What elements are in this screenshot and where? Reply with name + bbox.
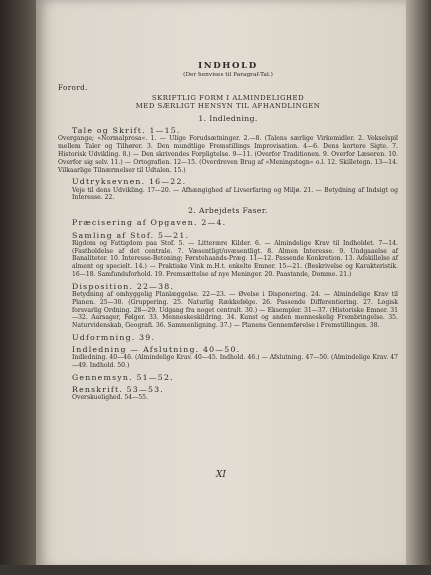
section-title: 1. Indledning. [198, 114, 258, 124]
chapter-contents: Overgange; »Normalprosa«. 1. — Ulige Forudsætninger. 2.—8. (Talens særlige Virkemidler. 2. Vekselspil mellem Taler og Tilhører. 3. Den mundtlige Fremstillings Improvisation. 4—6. Dens kortere Sigte. 7. Historisk Udvikling. 8.) — Den skrivendes Forpligtelse. 9—11. (Overfor Traditionen. 9. Overfor Læseren. 10. Overfor sig selv. 11.) — Ortografien. 12—15. (Overdreven Brug af »Meningstegn« o.l. 12. Skilletegn. 13—14. Vilkaarlige Tilnærmelser til Udtalen. 15.) [58, 135, 398, 174]
book-binding [0, 0, 38, 575]
section-title: 2. Arbejdets Faser. [188, 206, 268, 216]
book-page [36, 0, 406, 568]
table-of-contents [58, 62, 398, 402]
part-title-line-2: MED SÆRLIGT HENSYN TIL AFHANDLINGEN [135, 101, 321, 110]
chapter-contents: Overskuelighed. 54—55. [72, 394, 148, 402]
forord-entry: Forord. [58, 83, 88, 93]
chapter-title: Indledning — Afslutning. 40—50. [72, 345, 241, 355]
chapter-title: Renskrift. 53—53. [72, 385, 164, 395]
page-edges [403, 0, 431, 575]
chapter-title: Samling af Stof. 5—21. [72, 230, 190, 240]
chapter-contents: Betydning af omhyggelig Planlæggelse. 22—23. — Øvelse i Disponering. 24. — Almindelige Krav til Planen. 25—30. (Gruppering. 25. Naturlig Rækkefølge. 26. Passende Differentiering. 27. Logisk forsvarlig Ordning. 28—29. Udgang fra noget centralt. 30.) — Eksempler. 31—37. (Historiske Emner. 31—32. Aarsager, Følger. 33. Menneskeskildring. 34. Kunst og anden menneskelig Frembringelse. 35. Naturvidenskab, Geografi. 36. Sammenligning. 37.) — Planens Gennemførelse i Fremstillingen. 38. [72, 291, 398, 330]
part-title-line-1: SKRIFTLIG FORM I ALMINDELIGHED [151, 93, 305, 102]
chapter-title: Præcisering af Opgaven. 2—4. [72, 218, 227, 228]
chapter-title: Tale og Skrift. 1—15. [72, 126, 181, 136]
chapter-contents: Veje til dens Udvikling. 17—20. — Afhængighed af Livserfaring og Miljø. 21. — Betydning af Indsigt og Interesse. 22. [72, 186, 398, 202]
chapter-title: Udformning. 39. [72, 332, 156, 342]
page-number: XI [216, 470, 226, 480]
chapter-title: Gennemsyn. 51—52. [72, 372, 174, 382]
page-title: INDHOLD [198, 61, 258, 71]
chapter-title: Disposition. 22—38. [72, 281, 175, 291]
chapter-title: Udtryksevnen. 16—22. [72, 177, 187, 187]
chapter-contents: Indledning. 40—46. (Almindelige Krav. 40—45. Indhold. 46.) — Afslutning. 47—50. (Almindelige Krav. 47—49. Indhold. 50.) [72, 354, 398, 370]
page-subtitle: (Der henvises til Paragraf-Tal.) [183, 72, 273, 79]
table-surface [0, 565, 431, 575]
chapter-contents: Rigdom og Fattigdom paa Stof. 5. — Litterære Kilder. 6. — Almindelige Krav til Indholdet. 7—14. (Fastholdelse af det centrale. 7. Væsentligt/uvæsentligt. 8. Almen Interesse. 9. Undgaaelse af Banaliteter. 10. Interesse-Betoning; Førstehaands-Præg. 11—12. Passende Konkretion. 13. Adskillelse af alment og specielt. 14.) — Praktiske Vink m.H.t. enkelte Emner. 15—21. (Beskrivelse og Karakteristik. 16—18. Samfundsforhold. 19. Fremsættelse af nye Meninger. 20. Paastande, Domme. 21.) [72, 239, 398, 278]
